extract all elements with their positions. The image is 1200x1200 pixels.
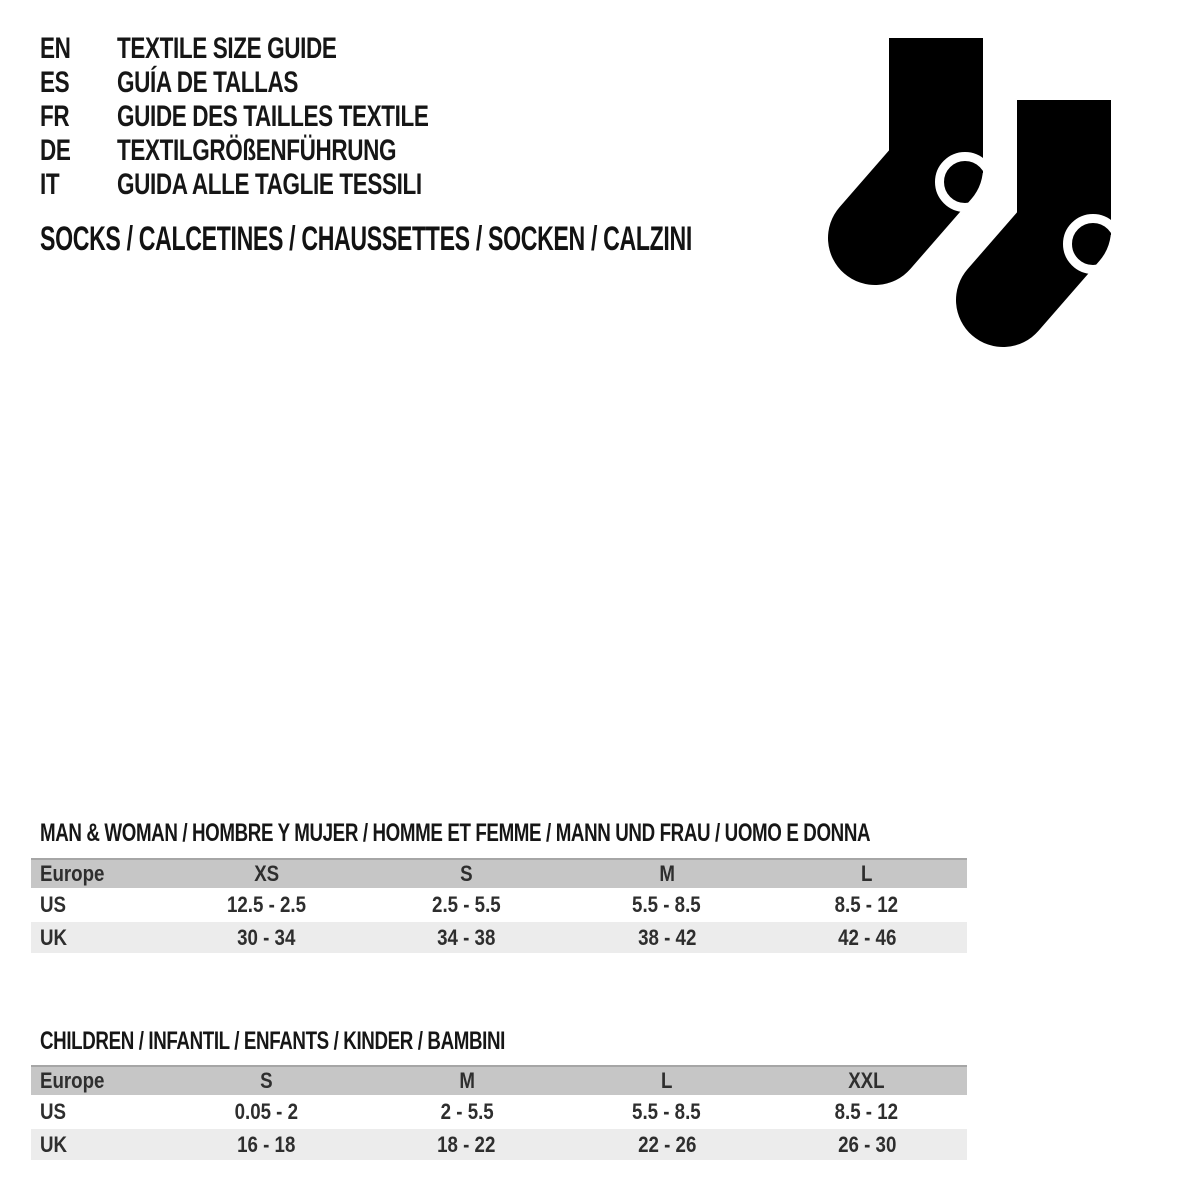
header-cell-size: S bbox=[260, 1068, 273, 1093]
language-title: GUÍA DE TALLAS bbox=[117, 66, 298, 99]
table-row-uk bbox=[31, 922, 967, 953]
language-row-en bbox=[40, 32, 532, 66]
table-header-row bbox=[31, 858, 967, 888]
language-row-es bbox=[40, 66, 532, 100]
language-title: GUIDA ALLE TAGLIE TESSILI bbox=[117, 168, 422, 201]
region-cell: US bbox=[40, 1099, 66, 1124]
size-range-cell: 8.5 - 12 bbox=[835, 1099, 899, 1124]
header-cell-size: M bbox=[458, 1068, 475, 1093]
language-code: IT bbox=[40, 168, 60, 201]
size-table-children bbox=[31, 1065, 967, 1160]
language-code: FR bbox=[40, 100, 70, 133]
region-cell: UK bbox=[40, 1131, 68, 1157]
size-table-adults bbox=[31, 858, 967, 953]
size-range-cell: 18 - 22 bbox=[437, 1131, 496, 1157]
size-range-cell: 8.5 - 12 bbox=[835, 892, 899, 917]
table-row-uk bbox=[31, 1129, 967, 1160]
size-range-cell: 42 - 46 bbox=[837, 924, 896, 950]
language-row-it bbox=[40, 168, 532, 202]
language-code: EN bbox=[40, 32, 71, 65]
size-range-cell: 0.05 - 2 bbox=[235, 1099, 299, 1124]
category-line-text: SOCKS / CALCETINES / CHAUSSETTES / SOCKEN / CALZINI bbox=[40, 219, 692, 258]
table-header-row bbox=[31, 1065, 967, 1095]
region-cell: UK bbox=[40, 924, 68, 950]
size-range-cell: 16 - 18 bbox=[237, 1131, 296, 1157]
size-range-cell: 34 - 38 bbox=[437, 924, 496, 950]
size-range-cell: 2.5 - 5.5 bbox=[432, 892, 502, 917]
language-guide-list bbox=[40, 32, 532, 202]
size-range-cell: 2 - 5.5 bbox=[440, 1099, 494, 1124]
children-table-title: CHILDREN / INFANTIL / ENFANTS / KINDER / BAMBINI bbox=[40, 1026, 505, 1055]
header-cell-region: Europe bbox=[40, 1068, 105, 1093]
language-row-fr bbox=[40, 100, 532, 134]
sock-right bbox=[1003, 100, 1119, 300]
size-range-cell: 12.5 - 2.5 bbox=[227, 892, 307, 917]
header-cell-size: M bbox=[658, 861, 675, 886]
size-range-cell: 38 - 42 bbox=[637, 924, 696, 950]
size-range-cell: 5.5 - 8.5 bbox=[632, 1099, 702, 1124]
socks-icon bbox=[828, 38, 1124, 348]
header-cell-size: L bbox=[661, 1068, 673, 1093]
language-title: TEXTILGRÖßENFÜHRUNG bbox=[117, 134, 397, 167]
size-range-cell: 22 - 26 bbox=[637, 1131, 696, 1157]
size-range-cell: 30 - 34 bbox=[237, 924, 296, 950]
header-cell-size: XXL bbox=[848, 1068, 885, 1093]
header-cell-region: Europe bbox=[40, 861, 105, 886]
adults-table-title: MAN & WOMAN / HOMBRE Y MUJER / HOMME ET FEMME / MANN UND FRAU / UOMO E DONNA bbox=[40, 818, 871, 847]
region-cell: US bbox=[40, 892, 66, 917]
header-cell-size: L bbox=[861, 861, 873, 886]
language-code: DE bbox=[40, 134, 71, 167]
header-cell-size: S bbox=[460, 861, 473, 886]
language-row-de bbox=[40, 134, 532, 168]
size-range-cell: 5.5 - 8.5 bbox=[632, 892, 702, 917]
language-code: ES bbox=[40, 66, 70, 99]
table-row-us bbox=[31, 1095, 967, 1129]
size-range-cell: 26 - 30 bbox=[837, 1131, 896, 1157]
language-title: GUIDE DES TAILLES TEXTILE bbox=[117, 100, 429, 133]
header-cell-size: XS bbox=[254, 861, 280, 886]
language-title: TEXTILE SIZE GUIDE bbox=[117, 32, 337, 65]
table-row-us bbox=[31, 888, 967, 922]
sock-left bbox=[875, 38, 991, 238]
